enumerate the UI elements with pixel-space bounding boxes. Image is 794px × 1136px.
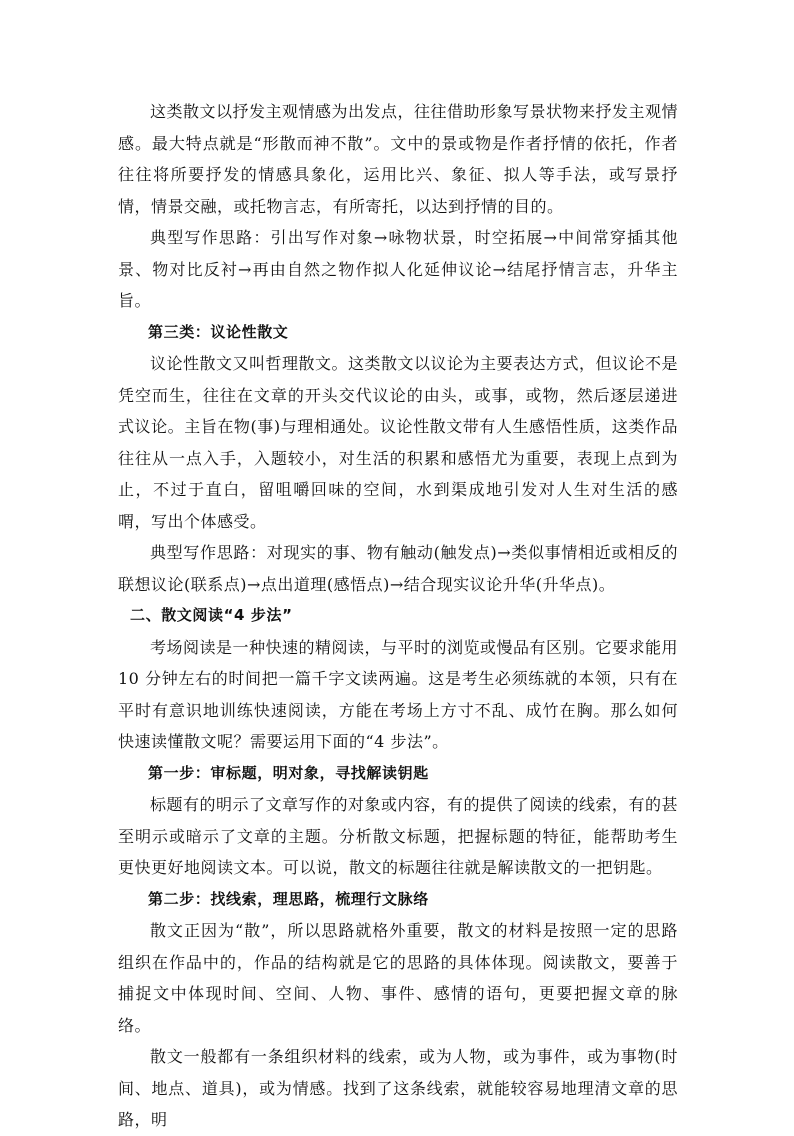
paragraph-lyrical-writing-approach: 典型写作思路：引出写作对象→咏物状景，时空拓展→中间常穿插其他景、物对比反衬→再由自然之物作拟人化延伸议论→结尾抒情言志，升华主旨。 (118, 228, 678, 310)
heading-step-1: 第一步：审标题，明对象，寻找解读钥匙 (148, 763, 429, 782)
paragraph-step-2-clue: 散文一般都有一条组织材料的线索，或为人物，或为事件，或为事物(时间、地点、道具)，或为情感。找到了这条线索，就能较容易地理清文章的思路，明 (118, 1047, 678, 1129)
paragraph-step-2-structure: 散文正因为“散”，所以思路就格外重要，散文的材料是按照一定的思路组织在作品中的，作品的结构就是它的思路的具体体现。阅读散文，要善于捕捉文中体现时间、空间、人物、事件、感情的语句，更要把握文章的脉络。 (118, 921, 678, 1035)
document-body (118, 96, 678, 1136)
paragraph-argumentative-writing-approach: 典型写作思路：对现实的事、物有触动(触发点)→类似事情相近或相反的联想议论(联系点)→点出道理(感悟点)→结合现实议论升华(升华点)。 (118, 543, 678, 594)
paragraph-exam-reading-intro: 考场阅读是一种快速的精阅读，与平时的浏览或慢品有区别。它要求能用 10 分钟左右的时间把一篇千字文读两遍。这是考生必须练就的本领，只有在平时有意识地训练快速阅读，方能在考场上方寸不乱、成竹在胸。那么如何快速读懂散文呢？需要运用下面的“4 步法”。 (118, 637, 679, 751)
paragraph-argumentative-essay-description: 议论性散文又叫哲理散文。这类散文以议论为主要表达方式，但议论不是凭空而生，往往在文章的开头交代议论的由头，或事，或物，然后逐层递进式议论。主旨在物(事)与理相通处。议论性散文带有人生感悟性质，这类作品往往从一点入手，入题较小，对生活的积累和感悟尤为重要，表现上点到为止，不过于直白，留咀嚼回味的空间，水到渠成地引发对人生对生活的感喟，写出个体感受。 (118, 354, 679, 531)
paragraph-step-1-title-analysis: 标题有的明示了文章写作的对象或内容，有的提供了阅读的线索，有的甚至明示或暗示了文章的主题。分析散文标题，把握标题的特征，能帮助考生更快更好地阅读文本。可以说，散文的标题往往就是解读散文的一把钥匙。 (118, 795, 679, 877)
heading-type-3-argumentative-essay: 第三类：议论性散文 (148, 322, 289, 341)
heading-section-2-reading-steps: 二、散文阅读“4 步法” (130, 606, 293, 624)
paragraph-lyrical-essay-description: 这类散文以抒发主观情感为出发点，往往借助形象写景状物来抒发主观情感。最大特点就是“形散而神不散”。文中的景或物是作者抒情的依托，作者往往将所要抒发的情感具象化，运用比兴、象征、拟人等手法，或写景抒情，情景交融，或托物言志，有所寄托，以达到抒情的目的。 (118, 102, 679, 216)
heading-step-2: 第二步：找线索，理思路，梳理行文脉络 (148, 889, 429, 908)
